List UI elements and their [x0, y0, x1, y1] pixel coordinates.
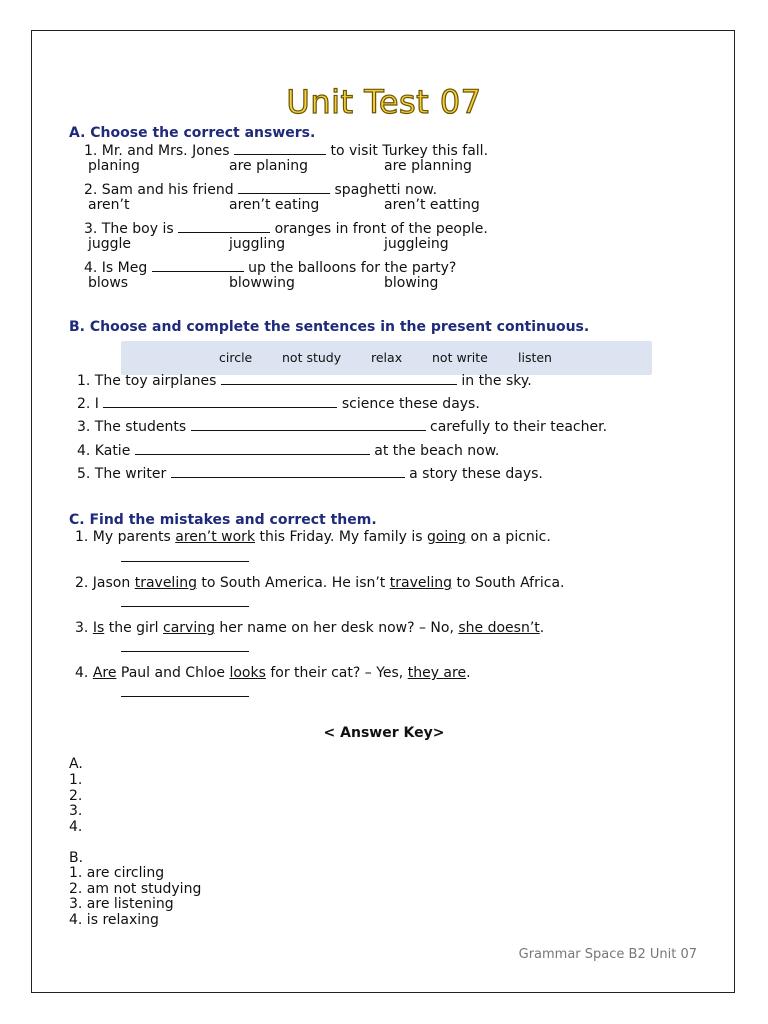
answer-blank[interactable]	[234, 142, 326, 155]
option[interactable]: aren’t	[88, 197, 130, 213]
answer-blank[interactable]	[191, 418, 426, 431]
sentence-b3	[77, 418, 607, 436]
correction-blank[interactable]	[121, 684, 249, 697]
item-text: this Friday. My family is	[255, 529, 427, 545]
sentence-text: science these days.	[341, 396, 480, 412]
option[interactable]: juggle	[88, 236, 132, 252]
question-text: 1. Mr. and Mrs. Jones	[84, 143, 230, 159]
item-text: 1. My parents	[75, 529, 176, 545]
item-text: .	[539, 620, 545, 636]
item-text: .	[466, 665, 471, 681]
option[interactable]: aren’t eatting	[384, 197, 480, 213]
question-text: 3. The boy is	[84, 221, 174, 237]
sentence-b1	[77, 372, 532, 390]
answer-blank[interactable]	[221, 372, 457, 385]
answer-key-a-line: 1.	[69, 772, 83, 788]
sentence-b5	[77, 465, 543, 483]
question-text: up the balloons for the party?	[248, 260, 457, 276]
underlined-text: they are	[407, 665, 467, 681]
item-text: 4.	[75, 665, 93, 681]
sentence-text: at the beach now.	[374, 443, 500, 459]
word-bank-item[interactable]: not study	[282, 350, 342, 365]
underlined-text: she doesn’t	[458, 620, 540, 636]
question-text: spaghetti now.	[334, 182, 438, 198]
page-title: Unit Test 07	[286, 83, 482, 121]
sentence-text: 4. Katie	[77, 443, 131, 459]
sentence-text: in the sky.	[461, 373, 532, 389]
option[interactable]: blows	[88, 275, 129, 291]
item-text: her name on her desk now? – No,	[214, 620, 459, 636]
page-footer: Grammar Space B2 Unit 07	[518, 947, 697, 962]
correction-blank[interactable]	[121, 594, 249, 607]
sentence-text: 3. The students	[77, 419, 187, 435]
option[interactable]: are planing	[229, 158, 308, 174]
answer-key-b-line: 2. am not studying	[69, 881, 202, 897]
answer-key-b-label: B.	[69, 850, 84, 866]
answer-blank[interactable]	[135, 442, 370, 455]
sentence-text: carefully to their teacher.	[430, 419, 608, 435]
question-text: to visit Turkey this fall.	[330, 143, 489, 159]
item-text: for their cat? – Yes,	[265, 665, 408, 681]
option[interactable]: juggling	[229, 236, 286, 252]
item-text: on a picnic.	[466, 529, 551, 545]
underlined-text: aren’t work	[175, 529, 256, 545]
answer-key-b-line: 3. are listening	[69, 896, 174, 912]
item-text: to South America. He isn’t	[196, 575, 390, 591]
underlined-text: looks	[229, 665, 266, 681]
word-bank-item[interactable]: listen	[518, 350, 552, 365]
option[interactable]: aren’t eating	[229, 197, 320, 213]
item-text: 2. Jason	[75, 575, 135, 591]
answer-key-title: < Answer Key>	[323, 725, 445, 741]
mistake-item-4	[75, 665, 471, 682]
mistake-item-2	[75, 575, 565, 592]
answer-key-b-line: 4. is relaxing	[69, 912, 159, 928]
item-text: to South Africa.	[452, 575, 565, 591]
answer-blank[interactable]	[178, 220, 270, 233]
mistake-item-3	[75, 620, 544, 637]
answer-blank[interactable]	[152, 259, 244, 272]
item-text: the girl	[104, 620, 163, 636]
section-b-heading: B. Choose and complete the sentences in the present continuous.	[69, 319, 590, 335]
word-bank-item[interactable]: circle	[219, 350, 253, 365]
answer-key-a-line: 4.	[69, 819, 83, 835]
underlined-text: going	[426, 529, 467, 545]
sentence-text: 1. The toy airplanes	[77, 373, 217, 389]
word-bank-item[interactable]: relax	[371, 350, 403, 365]
underlined-text: carving	[163, 620, 215, 636]
word-bank	[121, 341, 652, 375]
answer-key-b-line: 1. are circling	[69, 865, 165, 881]
section-a-heading: A. Choose the correct answers.	[69, 125, 316, 141]
mistake-item-1	[75, 529, 551, 546]
answer-key-a-line: 2.	[69, 788, 83, 804]
sentence-text: a story these days.	[409, 466, 543, 482]
correction-blank[interactable]	[121, 639, 249, 652]
question-text: 2. Sam and his friend	[84, 182, 234, 198]
option[interactable]: blowing	[384, 275, 439, 291]
sentence-b4	[77, 442, 499, 460]
underlined-text: traveling	[389, 575, 453, 591]
item-text: 3.	[75, 620, 93, 636]
underlined-text: Is	[92, 620, 105, 636]
answer-blank[interactable]	[238, 181, 330, 194]
correction-blank[interactable]	[121, 549, 249, 562]
answer-blank[interactable]	[171, 465, 405, 478]
question-text: 4. Is Meg	[84, 260, 148, 276]
sentence-text: 5. The writer	[77, 466, 167, 482]
sentence-text: 2. I	[77, 396, 99, 412]
answer-key-a-label: A.	[69, 756, 83, 772]
answer-blank[interactable]	[103, 395, 337, 408]
word-bank-item[interactable]: not write	[432, 350, 488, 365]
underlined-text: Are	[92, 665, 117, 681]
underlined-text: traveling	[134, 575, 197, 591]
option[interactable]: planing	[88, 158, 140, 174]
question-text: oranges in front of the people.	[274, 221, 488, 237]
item-text: Paul and Chloe	[116, 665, 230, 681]
option[interactable]: juggleing	[384, 236, 449, 252]
answer-key-a-line: 3.	[69, 803, 83, 819]
option[interactable]: are planning	[384, 158, 472, 174]
sentence-b2	[77, 395, 480, 413]
section-c-heading: C. Find the mistakes and correct them.	[69, 512, 377, 528]
option[interactable]: blowwing	[229, 275, 295, 291]
